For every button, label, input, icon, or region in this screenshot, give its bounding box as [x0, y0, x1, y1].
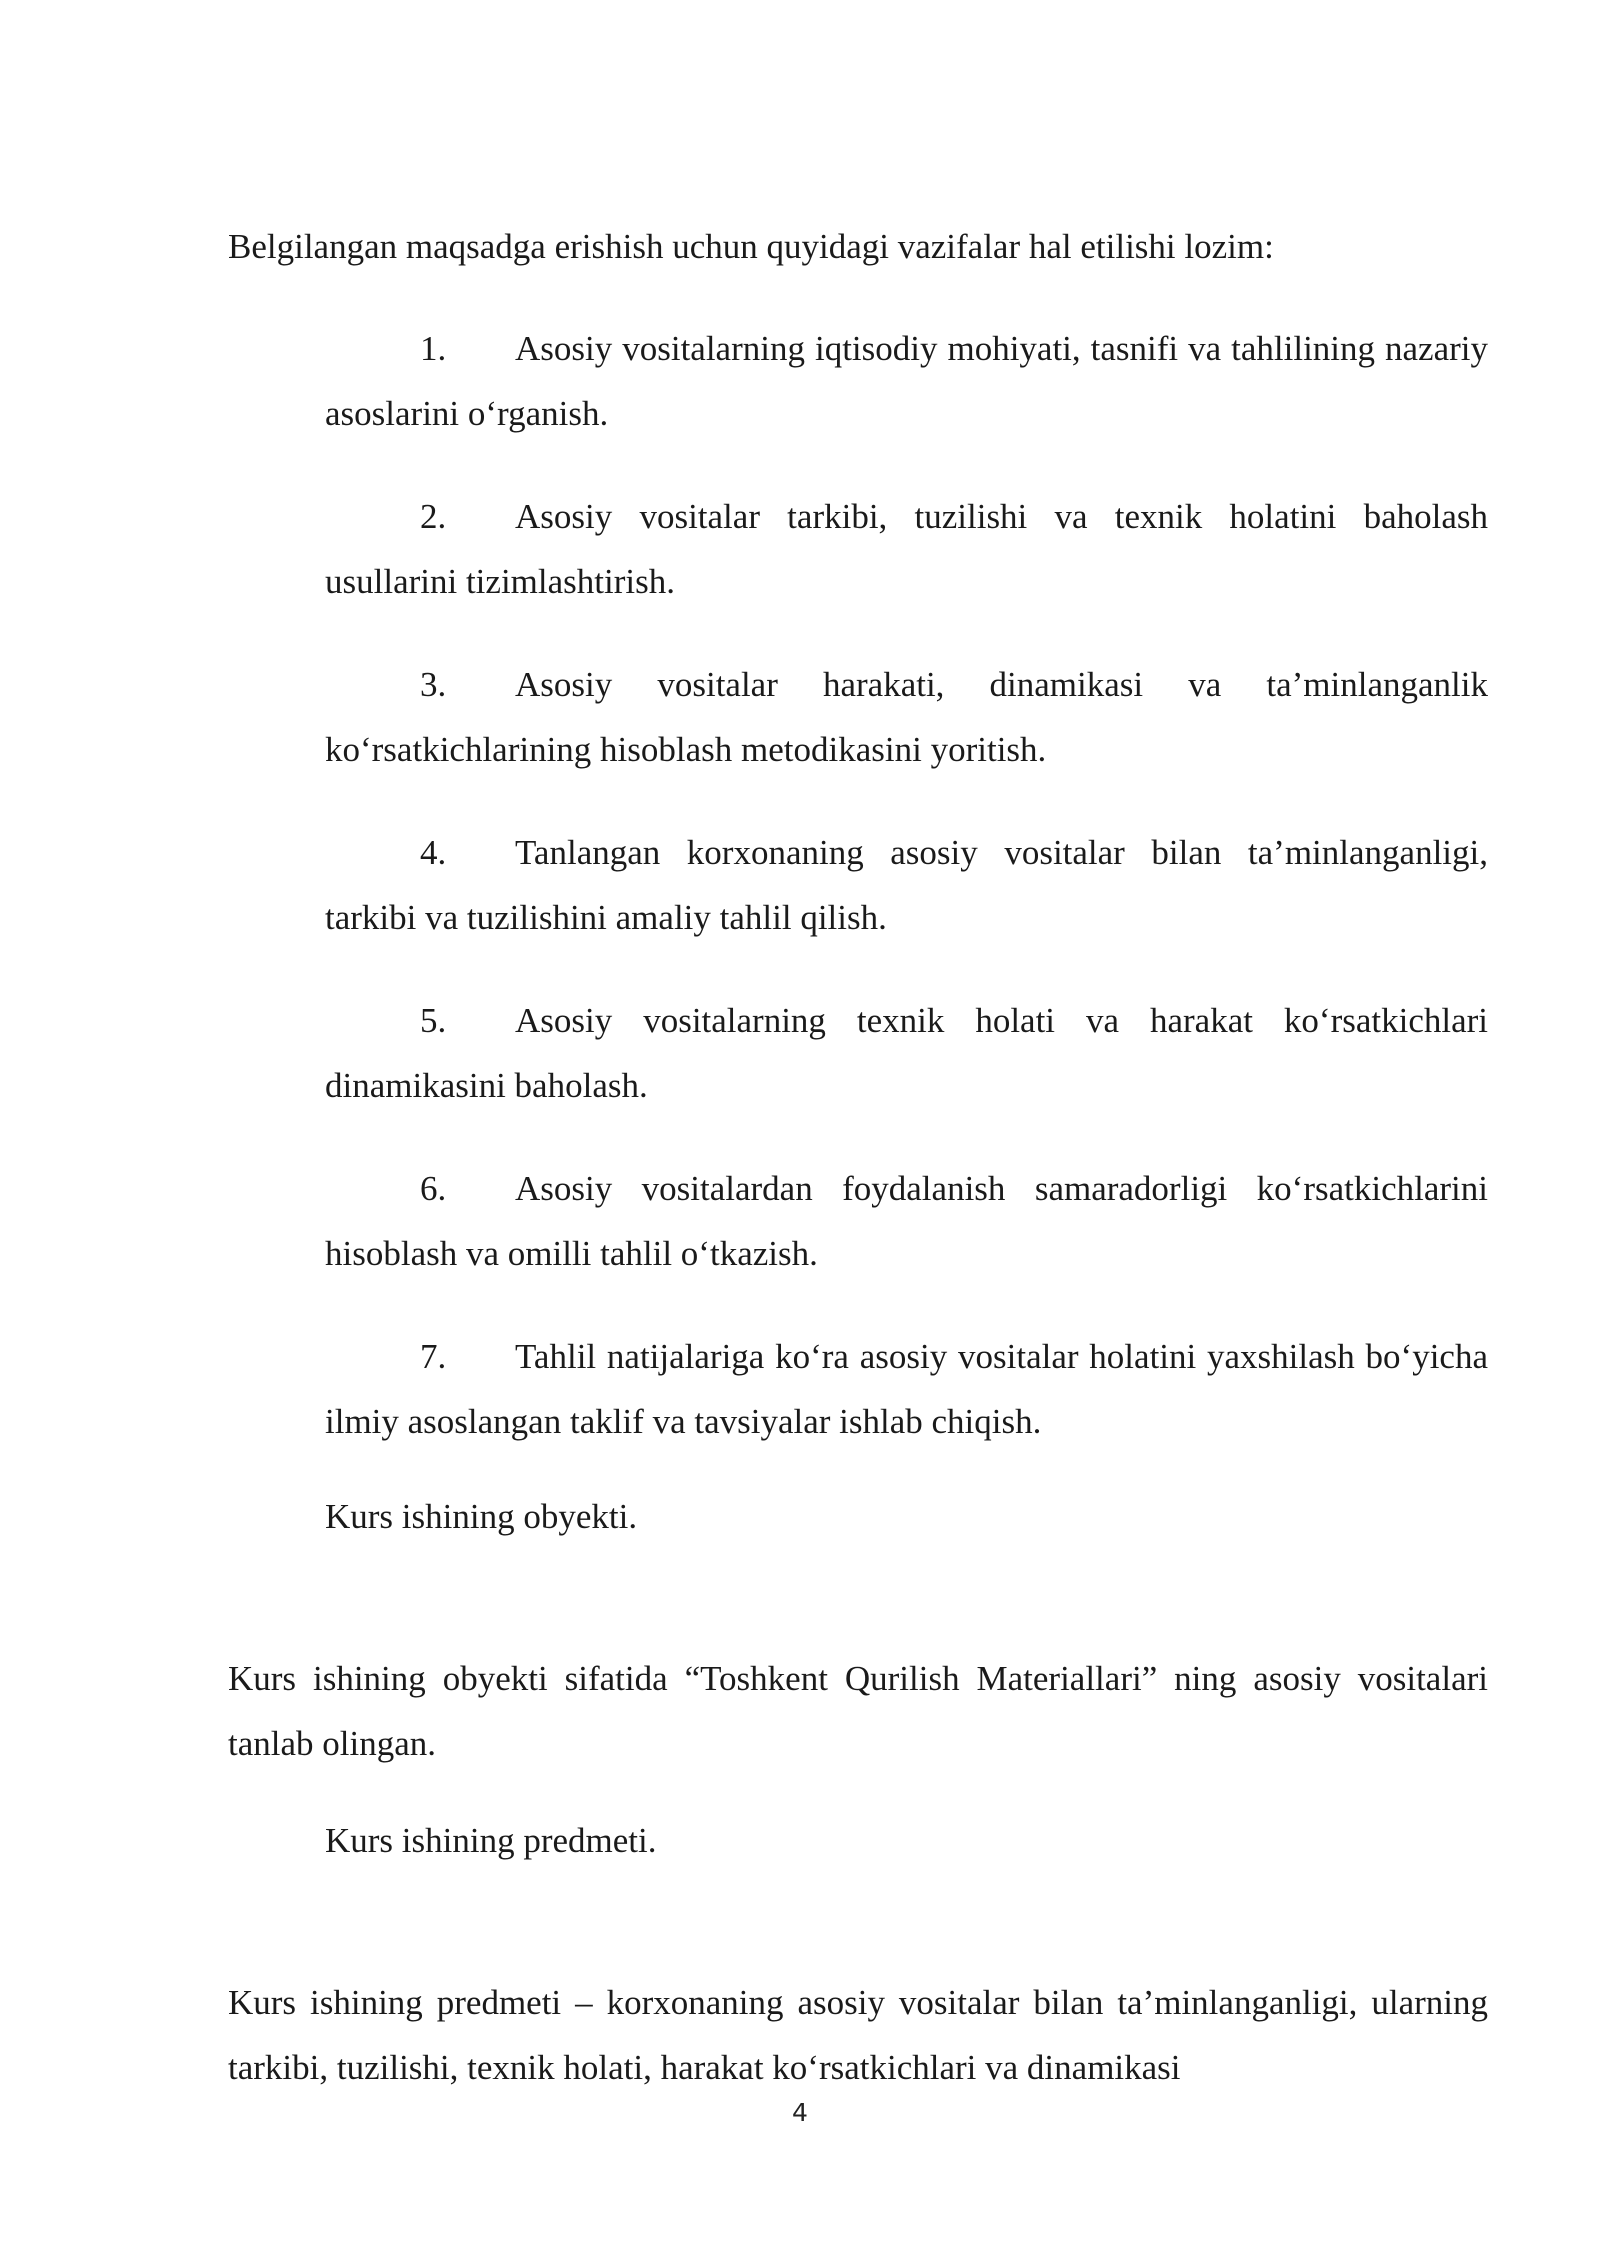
task-item — [325, 988, 1488, 1118]
task-number: 3. — [420, 665, 447, 704]
task-item — [325, 316, 1488, 446]
task-item — [325, 484, 1488, 614]
task-item — [325, 1156, 1488, 1286]
task-text: Tahlil natijalariga ko‘ra asosiy vositalar holatini yaxshilash bo‘yicha ilmiy asoslangan taklif va tavsiyalar ishlab chiqish. — [325, 1337, 1488, 1441]
task-text: Asosiy vositalarning iqtisodiy mohiyati, tasnifi va tahlilining nazariy asoslarini o‘rganish. — [325, 329, 1488, 433]
task-text: Asosiy vositalar harakati, dinamikasi va ta’minlanganlik ko‘rsatkichlarining hisoblash metodikasini yoritish. — [325, 665, 1488, 769]
predmet-label: Kurs ishining predmeti. — [325, 1821, 657, 1860]
obyekt-label: Kurs ishining obyekti. — [325, 1497, 638, 1536]
task-number: 5. — [420, 1001, 447, 1040]
task-number: 4. — [420, 833, 447, 872]
intro-paragraph: Belgilangan maqsadga erishish uchun quyidagi vazifalar hal etilishi lozim: — [228, 227, 1274, 266]
task-number: 1. — [420, 329, 447, 368]
task-number: 2. — [420, 497, 447, 536]
task-text: Asosiy vositalar tarkibi, tuzilishi va texnik holatini baholash usullarini tizimlashtirish. — [325, 497, 1488, 601]
task-text: Asosiy vositalardan foydalanish samaradorligi ko‘rsatkichlarini hisoblash va omilli tahlil o‘tkazish. — [325, 1169, 1488, 1273]
task-number: 6. — [420, 1169, 447, 1208]
predmet-paragraph: Kurs ishining predmeti – korxonaning asosiy vositalar bilan ta’minlanganligi, ularning tarkibi, tuzilishi, texnik holati, harakat ko‘rsatkichlari va dinamikasi — [228, 1983, 1488, 2087]
task-item — [325, 1324, 1488, 1454]
task-item — [325, 652, 1488, 782]
task-text: Tanlangan korxonaning asosiy vositalar bilan ta’minlanganligi, tarkibi va tuzilishini amaliy tahlil qilish. — [325, 833, 1488, 937]
task-item — [325, 820, 1488, 950]
task-text: Asosiy vositalarning texnik holati va harakat ko‘rsatkichlari dinamikasini baholash. — [325, 1001, 1488, 1105]
page-number: 4 — [792, 2098, 808, 2127]
page-content — [228, 214, 1488, 2100]
obyekt-paragraph: Kurs ishining obyekti sifatida “Toshkent Qurilish Materiallari” ning asosiy vositalari tanlab olingan. — [228, 1659, 1488, 1763]
task-number: 7. — [420, 1337, 447, 1376]
task-list — [228, 316, 1488, 1454]
